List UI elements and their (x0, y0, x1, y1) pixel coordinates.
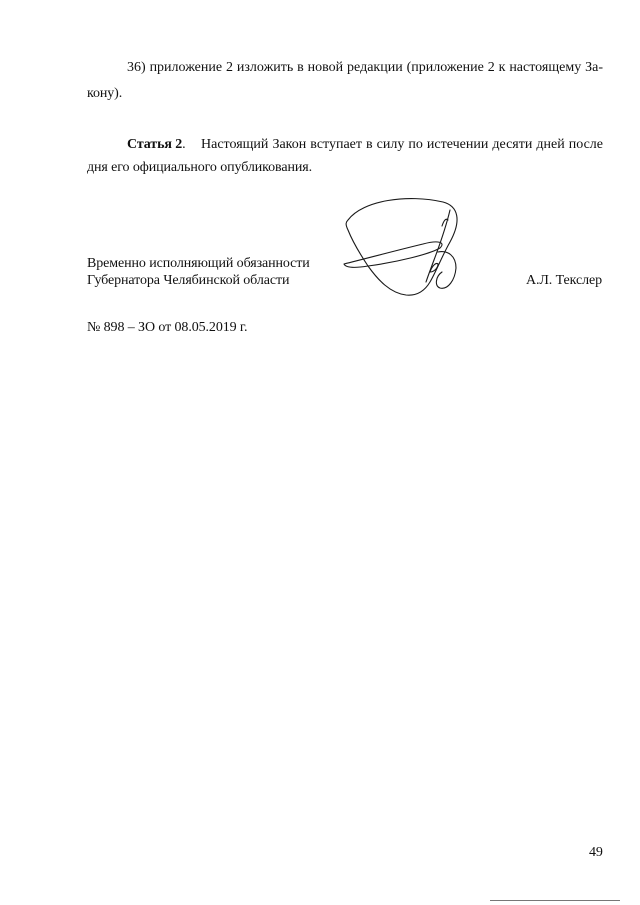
article-2-heading (127, 137, 186, 153)
item-36-line-2: кону). (87, 86, 123, 101)
article-label: Статья 2 (127, 137, 183, 152)
handwritten-signature (338, 192, 468, 312)
article-2-text-line-2: дня его официального опубликования. (87, 160, 313, 175)
law-number: № 898 – ЗО от 08.05.2019 г. (87, 320, 248, 335)
article-dot: . (182, 137, 186, 152)
signatory-name: А.Л. Текслер (526, 273, 603, 288)
signatory-title-line-2: Губернатора Челябинской области (87, 273, 290, 288)
page-number: 49 (589, 845, 603, 860)
item-36-line-1: 36) приложение 2 изложить в новой редакции (приложение 2 к настоящему За- (127, 60, 603, 75)
signatory-title-line-1: Временно исполняющий обязанности (87, 256, 310, 271)
footer-rule (490, 900, 620, 901)
article-2-text-line-1: Настоящий Закон вступает в силу по истечении десяти дней после (201, 137, 603, 152)
